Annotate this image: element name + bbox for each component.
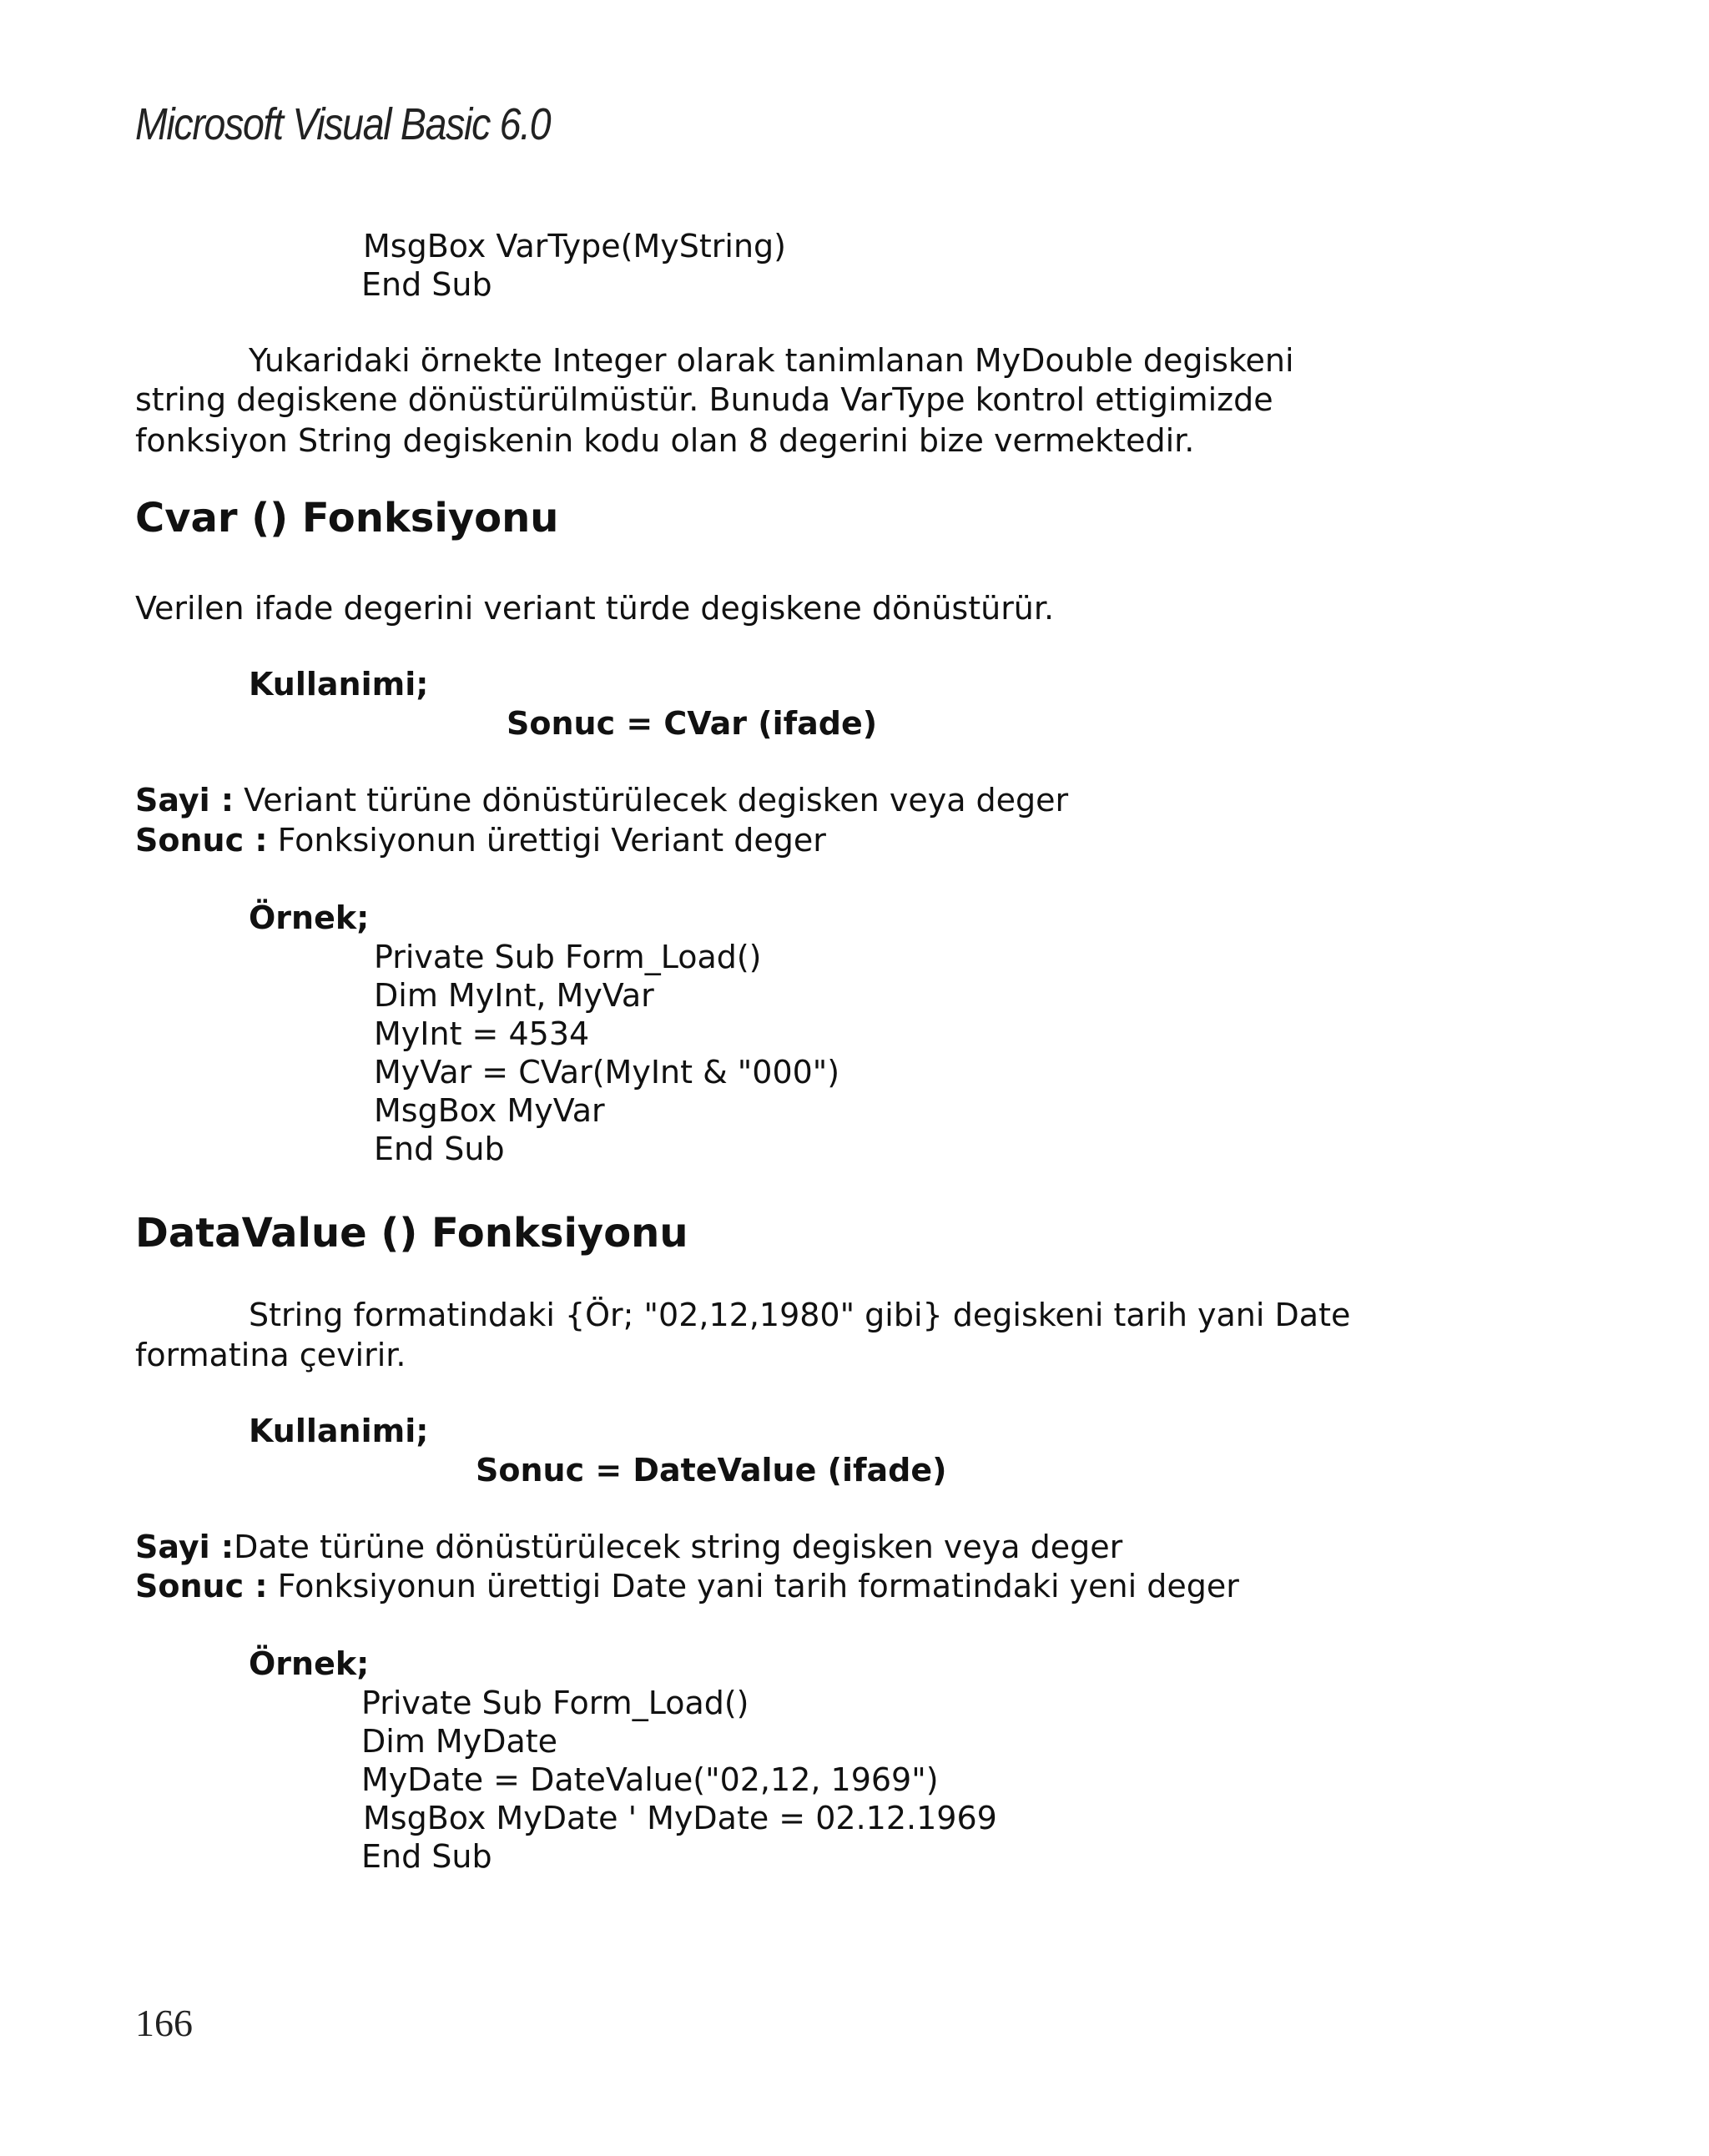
definition-sonuc: [135, 1568, 1239, 1604]
section-heading: DataValue () Fonksiyonu: [135, 1210, 688, 1257]
definition-text: Fonksiyonun ürettigi Veriant deger: [267, 822, 826, 859]
definition-term: Sonuc :: [135, 822, 268, 859]
code-line: Private Sub Form_Load(): [361, 1685, 749, 1721]
example-label: Örnek;: [249, 1645, 370, 1682]
code-line: End Sub: [361, 1838, 492, 1875]
definition-sayi: [135, 782, 1068, 819]
paragraph-line: fonksiyon String degiskenin kodu olan 8 degerini bize vermektedir.: [135, 422, 1195, 459]
code-line: MyVar = CVar(MyInt & "000"): [374, 1054, 840, 1091]
usage-formula: Sonuc = CVar (ifade): [507, 705, 878, 742]
code-line: Dim MyDate: [361, 1723, 558, 1760]
definition-term: Sonuc :: [135, 1568, 268, 1604]
paragraph-line: String formatindaki {Ör; "02,12,1980" gibi} degiskeni tarih yani Date: [249, 1297, 1351, 1333]
definition-text: Veriant türüne dönüstürülecek degisken veya deger: [234, 782, 1069, 819]
usage-label: Kullanimi;: [249, 666, 429, 703]
definition-sonuc: [135, 822, 826, 859]
definition-term: Sayi :: [135, 782, 234, 819]
definition-text: Date türüne dönüstürülecek string degisken veya deger: [234, 1529, 1123, 1565]
example-label: Örnek;: [249, 899, 370, 936]
paragraph-line: string degiskene dönüstürülmüstür. Bunuda VarType kontrol ettigimizde: [135, 381, 1273, 418]
usage-label: Kullanimi;: [249, 1413, 429, 1449]
code-line: End Sub: [361, 266, 492, 303]
code-line: MsgBox VarType(MyString): [363, 228, 786, 264]
definition-term: Sayi :: [135, 1529, 234, 1565]
definition-text: Fonksiyonun ürettigi Date yani tarih formatindaki yeni deger: [267, 1568, 1239, 1604]
code-line: MsgBox MyDate ' MyDate = 02.12.1969: [363, 1800, 997, 1836]
code-line: MyInt = 4534: [374, 1015, 590, 1052]
definition-sayi: [135, 1529, 1122, 1565]
page-number: 166: [135, 2002, 193, 2044]
code-line: Dim MyInt, MyVar: [374, 977, 654, 1014]
running-header: Microsoft Visual Basic 6.0: [135, 99, 551, 149]
section-heading: Cvar () Fonksiyonu: [135, 495, 559, 542]
paragraph-line: Yukaridaki örnekte Integer olarak tanimlanan MyDouble degiskeni: [249, 342, 1294, 379]
code-line: End Sub: [374, 1131, 505, 1167]
code-line: MyDate = DateValue("02,12, 1969"): [361, 1761, 939, 1798]
usage-formula: Sonuc = DateValue (ifade): [476, 1452, 947, 1489]
code-line: MsgBox MyVar: [374, 1092, 605, 1129]
code-line: Private Sub Form_Load(): [374, 939, 762, 975]
paragraph-line: formatina çevirir.: [135, 1337, 406, 1373]
section-description: Verilen ifade degerini veriant türde degiskene dönüstürür.: [135, 590, 1055, 627]
